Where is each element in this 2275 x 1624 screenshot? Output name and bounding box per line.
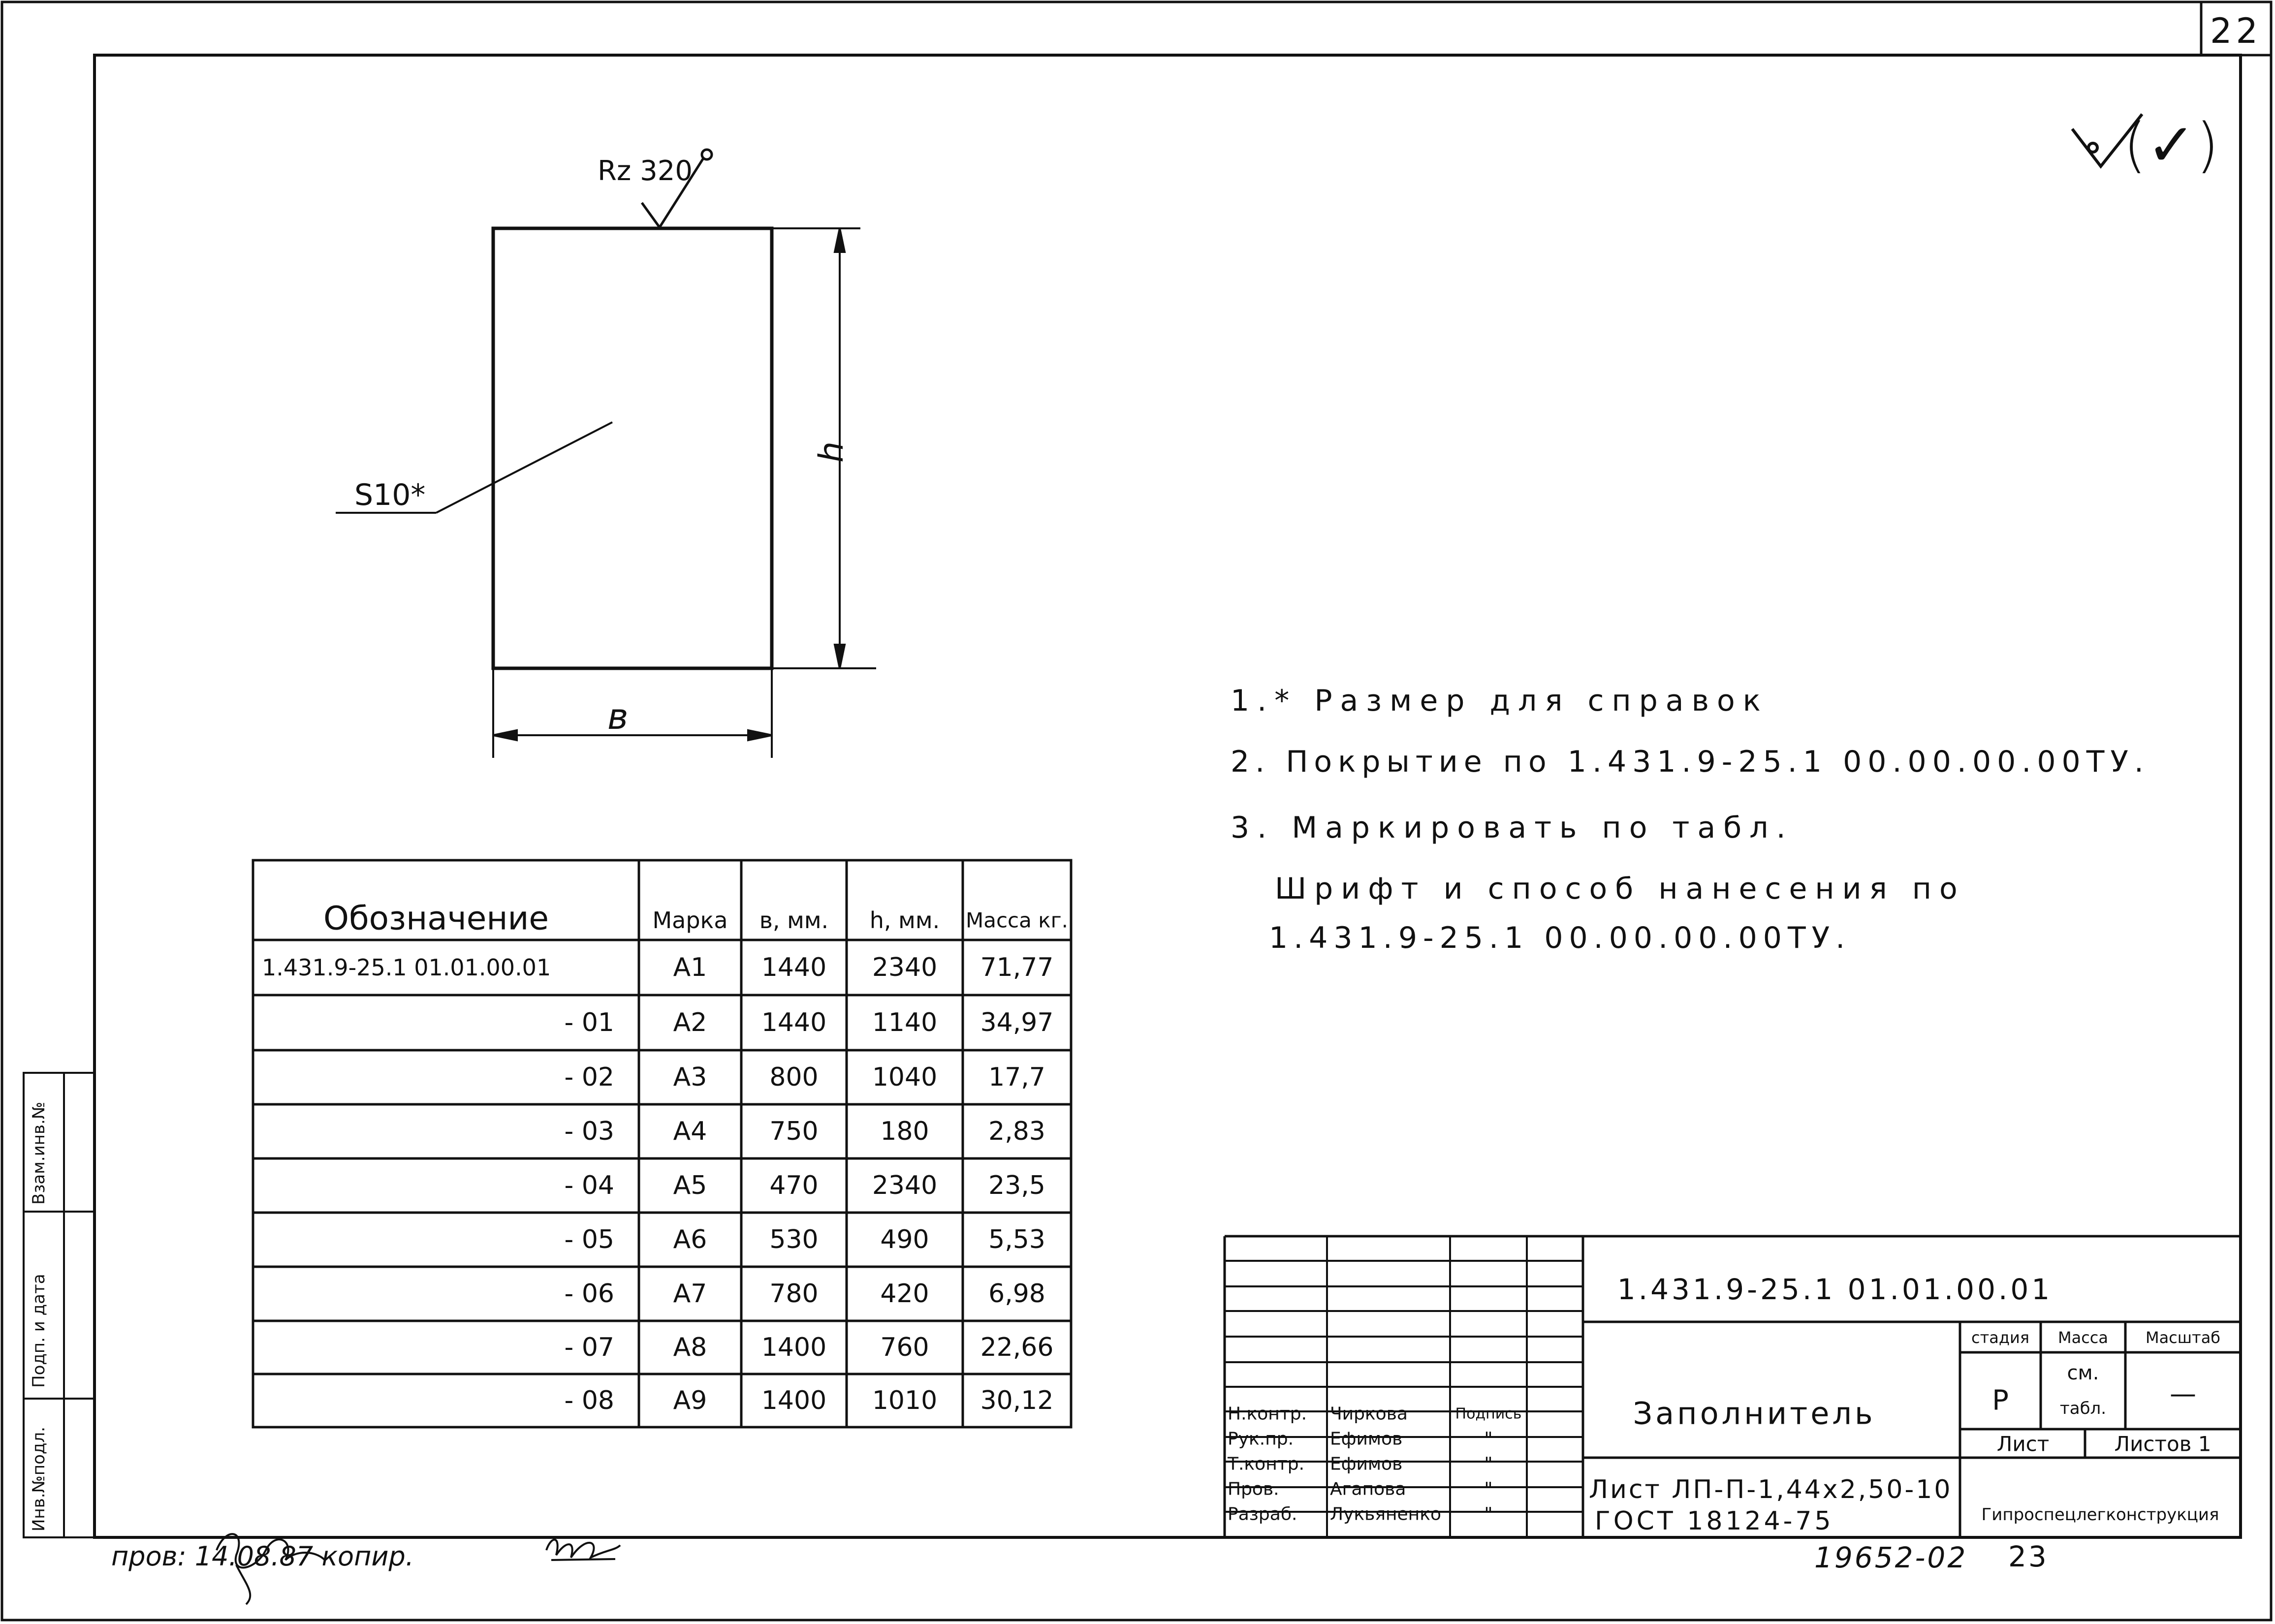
spec-cell-r4-c2: 470 (769, 1171, 819, 1200)
spec-cell-r1-c4: 34,97 (980, 1008, 1054, 1037)
title-mass-value-2: табл. (2059, 1399, 2107, 1418)
note-3: 3. Маркировать по табл. (1231, 811, 1794, 845)
title-role-0: Н.контр. (1228, 1404, 1307, 1424)
spec-cell-r8-c2: 1400 (761, 1386, 827, 1415)
title-mass-header: Масса (2057, 1328, 2109, 1347)
spec-cell-r5-c2: 530 (769, 1225, 819, 1254)
spec-cell-r2-c4: 17,7 (988, 1062, 1045, 1092)
title-role-1: Рук.пр. (1228, 1429, 1294, 1449)
title-mass-value-1: см. (2067, 1362, 2099, 1384)
spec-cell-r7-c2: 1400 (761, 1333, 827, 1362)
title-organization: Гипроспецлегконструкция (1981, 1505, 2219, 1525)
spec-cell-r0-c3: 2340 (872, 953, 938, 982)
title-document-code: 1.431.9-25.1 01.01.00.01 (1617, 1273, 2053, 1306)
title-scale-header: Масштаб (2145, 1328, 2221, 1347)
roughness-corner-brackets: (✓) (2123, 111, 2219, 180)
spec-cell-r5-c3: 490 (880, 1225, 929, 1254)
title-material-line-1: Лист ЛП-П-1,44х2,50-10 (1589, 1475, 1953, 1504)
spec-cell-r3-c2: 750 (769, 1117, 819, 1146)
title-sign-3: " (1484, 1478, 1493, 1500)
spec-cell-r3-c0: - 03 (564, 1117, 614, 1146)
spec-cell-r1-c1: А2 (673, 1008, 707, 1037)
footer-handwritten-check: пров: 14.08.87 копир. (111, 1541, 414, 1572)
title-name-0: Чиркова (1330, 1404, 1408, 1424)
spec-cell-r6-c0: - 06 (564, 1279, 614, 1309)
title-material-line-2: ГОСТ 18124-75 (1595, 1506, 1834, 1536)
margin-label-replacement: Взам.инв.№ (29, 1101, 49, 1205)
thickness-label: S10* (354, 478, 426, 512)
spec-cell-r4-c1: А5 (673, 1171, 707, 1200)
margin-label-signature-date: Подп. и дата (29, 1274, 49, 1388)
spec-cell-r5-c4: 5,53 (988, 1225, 1045, 1254)
sheet-bottom-number: 23 (2008, 1540, 2049, 1573)
spec-cell-r7-c4: 22,66 (980, 1333, 1054, 1362)
title-role-4: Разраб. (1228, 1504, 1297, 1525)
spec-cell-r4-c0: - 04 (564, 1171, 614, 1200)
spec-cell-r8-c4: 30,12 (980, 1386, 1054, 1415)
header-mass: Масса кг. (965, 908, 1069, 933)
spec-cell-r2-c0: - 02 (564, 1062, 614, 1092)
spec-cell-r7-c0: - 07 (564, 1333, 614, 1362)
title-sign-2: " (1484, 1453, 1493, 1475)
title-stage-value: Р (1992, 1384, 2009, 1417)
title-signature-header: Подпись (1455, 1405, 1522, 1423)
title-block-roles (1227, 1404, 1493, 1526)
note-1: 1.* Размер для справок (1231, 684, 1769, 718)
title-sign-4: " (1484, 1503, 1493, 1525)
title-sheet-label: Лист (1996, 1432, 2050, 1456)
spec-cell-r5-c0: - 05 (564, 1225, 614, 1254)
note-2: 2. Покрытие по 1.431.9-25.1 00.00.00.00ТУ. (1231, 745, 2150, 779)
spec-cell-r0-c4: 71,77 (980, 953, 1054, 982)
title-role-2: Т.контр. (1228, 1454, 1305, 1474)
spec-cell-r1-c0: - 01 (564, 1008, 614, 1037)
title-sign-1: " (1484, 1428, 1493, 1450)
title-product-name: Заполнитель (1633, 1395, 1876, 1432)
title-stage-header: стадия (1971, 1328, 2030, 1347)
title-name-3: Агапова (1330, 1479, 1406, 1499)
header-width: в, мм. (759, 907, 829, 934)
spec-cell-r4-c4: 23,5 (988, 1171, 1045, 1200)
spec-cell-r3-c4: 2,83 (988, 1117, 1045, 1146)
spec-cell-r0-c0: 1.431.9-25.1 01.01.00.01 (262, 954, 551, 981)
title-scale-value: — (2170, 1378, 2196, 1409)
spec-cell-r7-c1: А8 (673, 1333, 707, 1362)
note-3-line-3: 1.431.9-25.1 00.00.00.00ТУ. (1269, 921, 1851, 955)
spec-cell-r6-c1: А7 (673, 1279, 707, 1309)
sheet-top-number: 22 (2210, 11, 2262, 51)
title-name-1: Ефимов (1330, 1429, 1403, 1449)
spec-cell-r7-c3: 760 (880, 1333, 929, 1362)
margin-label-inventory: Инв.№подл. (29, 1427, 49, 1531)
spec-cell-r1-c2: 1440 (761, 1008, 827, 1037)
title-role-3: Пров. (1228, 1479, 1279, 1499)
spec-cell-r3-c1: А4 (673, 1117, 707, 1146)
spec-cell-r2-c1: А3 (673, 1062, 707, 1092)
spec-cell-r6-c3: 420 (880, 1279, 929, 1309)
title-name-2: Ефимов (1330, 1454, 1403, 1474)
spec-cell-r6-c4: 6,98 (988, 1279, 1045, 1309)
archive-number: 19652-02 (1814, 1541, 1968, 1574)
spec-cell-r8-c1: А9 (673, 1386, 707, 1415)
width-label: в (607, 696, 629, 737)
spec-cell-r6-c2: 780 (769, 1279, 819, 1309)
height-label: h (812, 441, 851, 463)
title-name-4: Лукьяненко (1330, 1504, 1441, 1525)
spec-cell-r8-c3: 1010 (872, 1386, 938, 1415)
spec-cell-r3-c3: 180 (880, 1117, 929, 1146)
spec-cell-r0-c2: 1440 (761, 953, 827, 982)
spec-cell-r8-c0: - 08 (564, 1386, 614, 1415)
spec-cell-r2-c3: 1040 (872, 1062, 938, 1092)
spec-cell-r0-c1: А1 (673, 953, 707, 982)
header-designation: Обозначение (323, 899, 549, 937)
spec-cell-r5-c1: А6 (673, 1225, 707, 1254)
title-sheets-label: Листов 1 (2114, 1432, 2212, 1456)
spec-cell-r1-c3: 1140 (872, 1008, 938, 1037)
header-mark: Марка (652, 907, 728, 934)
note-3-line-2: Шрифт и способ нанесения по (1275, 872, 1965, 906)
header-height: h, мм. (869, 907, 940, 934)
spec-cell-r4-c3: 2340 (872, 1171, 938, 1200)
surface-roughness-label: Rz 320 (598, 155, 693, 187)
spec-cell-r2-c2: 800 (769, 1062, 819, 1092)
